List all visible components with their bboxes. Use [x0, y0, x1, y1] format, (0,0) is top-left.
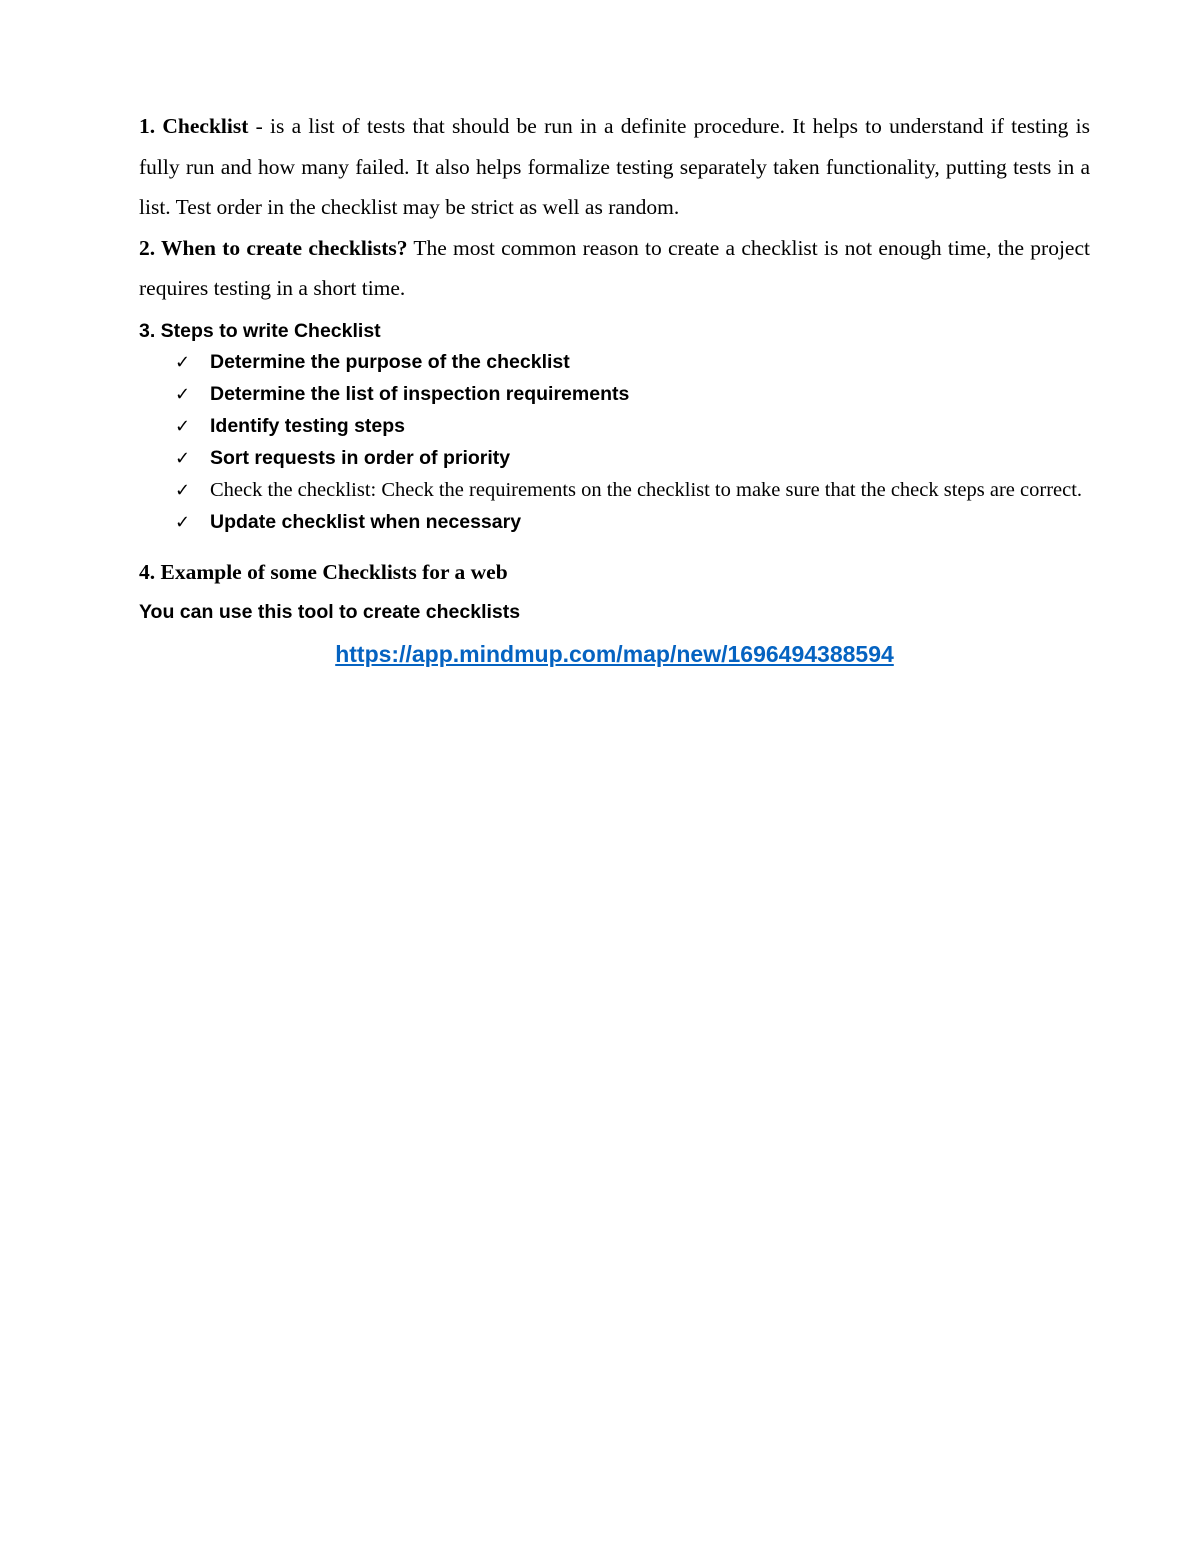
section1-body: - is a list of tests that should be run in a definite procedure. It helps to understand if testing is fully run and how many failed. It also helps formalize testing separately taken functionality, putting tests in a list. Test order in the checklist may be strict as well as random. — [139, 114, 1090, 219]
step-text: Identify testing steps — [210, 414, 406, 437]
checkmark-icon: ✓ — [175, 479, 191, 501]
checkmark-icon: ✓ — [175, 383, 191, 405]
link-container — [139, 641, 1090, 668]
list-item — [175, 443, 1090, 475]
document-content — [139, 106, 1090, 668]
step-text: Determine the purpose of the checklist — [210, 350, 570, 373]
step-text: Sort requests in order of priority — [210, 446, 511, 469]
checkmark-icon: ✓ — [175, 511, 191, 533]
checkmark-icon: ✓ — [175, 415, 191, 437]
steps-list — [139, 347, 1090, 539]
mindmup-link[interactable]: https://app.mindmup.com/map/new/1696494388594 — [335, 640, 894, 667]
step-text: Update checklist when necessary — [210, 510, 522, 533]
example-heading: 4. Example of some Checklists for a web — [139, 559, 508, 584]
checkmark-icon: ✓ — [175, 351, 191, 373]
section2-body: The most common reason to create a checklist is not enough time, the project requires testing in a short time. — [139, 235, 1090, 300]
list-item — [175, 475, 1090, 507]
steps-heading: 3. Steps to write Checklist — [139, 319, 381, 342]
step-text: Determine the list of inspection requirements — [210, 382, 630, 405]
checkmark-icon: ✓ — [175, 447, 191, 469]
when-to-create-paragraph — [139, 228, 1090, 309]
step-text: Check the checklist: Check the requirements on the checklist to make sure that the check steps are correct. — [210, 478, 1083, 501]
section1-number: 1. — [139, 114, 156, 138]
checklist-definition-paragraph — [139, 106, 1090, 228]
section2-heading: 2. When to create checklists? — [139, 235, 408, 260]
list-item — [175, 379, 1090, 411]
list-item — [175, 411, 1090, 443]
tool-line: You can use this tool to create checklists — [139, 600, 521, 623]
list-item — [175, 347, 1090, 379]
section1-term: Checklist — [162, 114, 249, 138]
list-item — [175, 507, 1090, 539]
